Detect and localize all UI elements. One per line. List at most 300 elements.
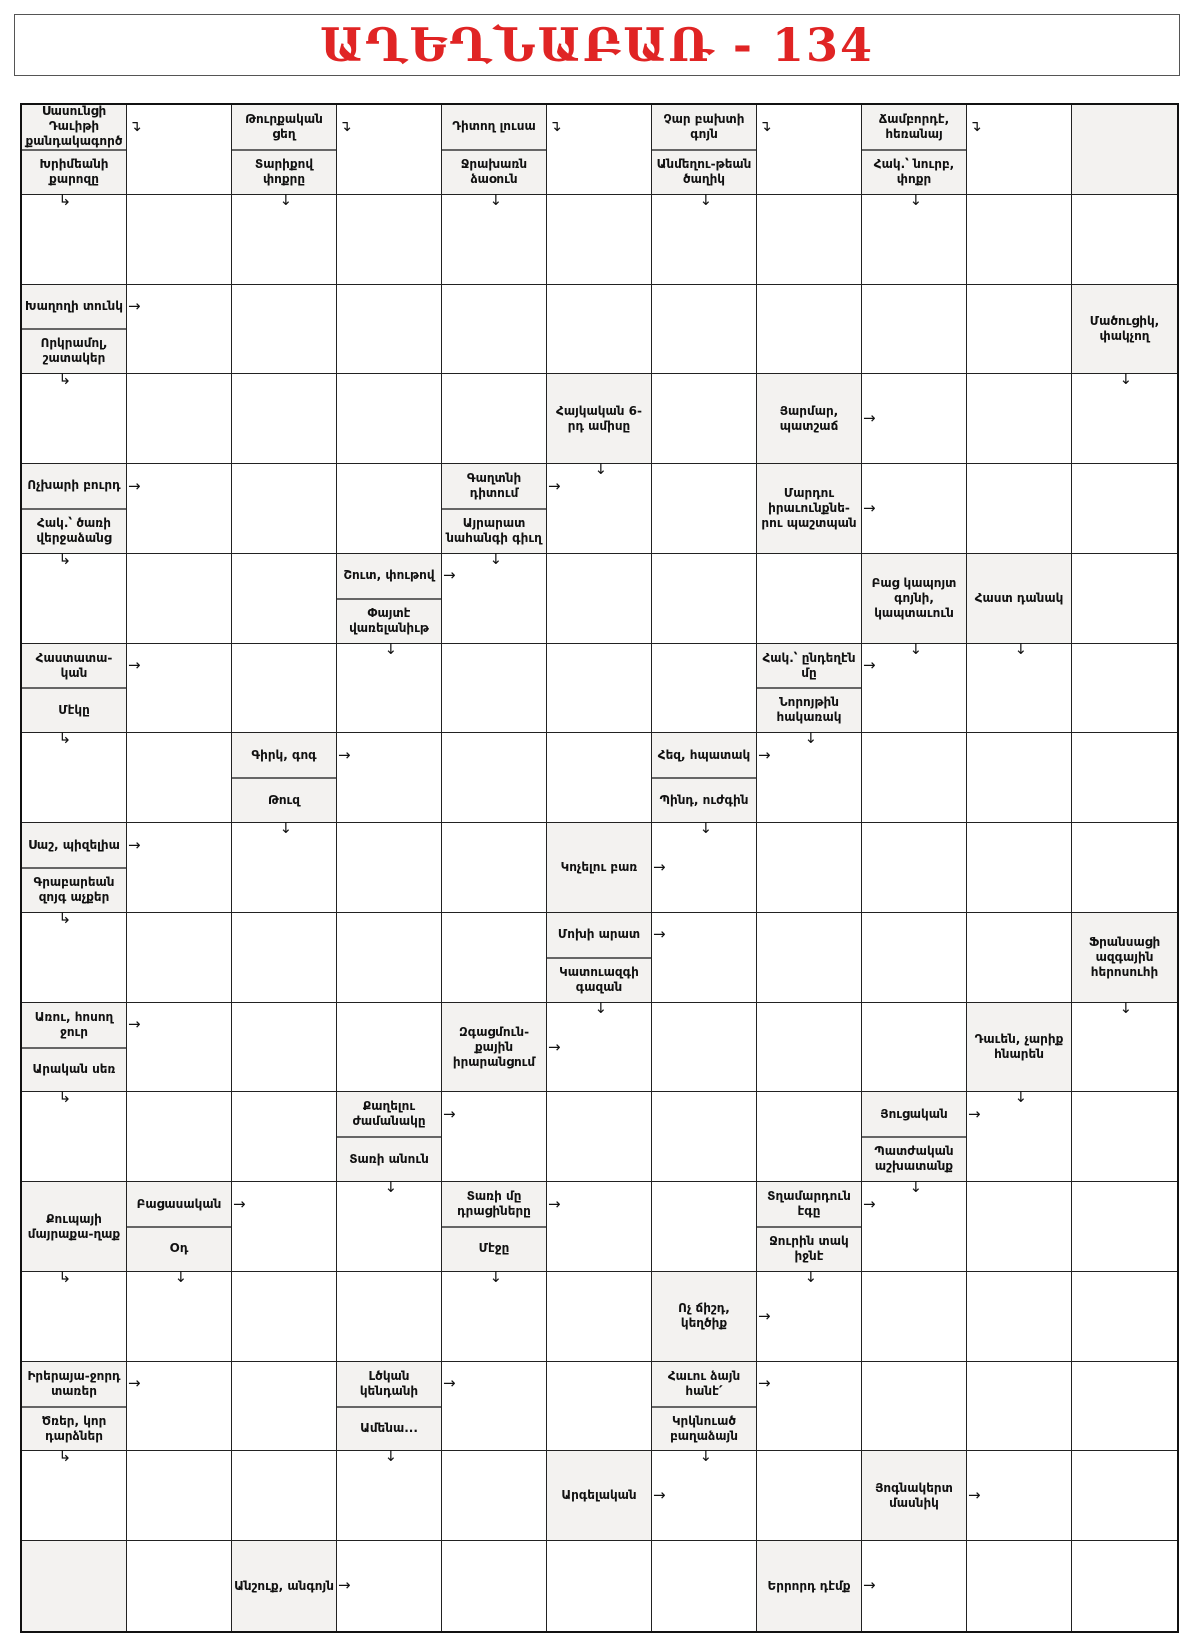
clue-text: Խաղողի տունկ <box>25 298 123 313</box>
answer-cell[interactable] <box>127 105 232 195</box>
answer-cell[interactable] <box>967 285 1072 375</box>
answer-cell[interactable] <box>757 195 862 285</box>
direction-arrow-icon: → <box>653 858 666 876</box>
clue-top <box>22 105 126 151</box>
answer-cell[interactable] <box>337 913 442 1003</box>
clue-text: Խրիմեանի քարոզը <box>39 156 109 186</box>
clue-top <box>337 1362 441 1408</box>
clue-text: Յուցական <box>880 1106 948 1121</box>
answer-cell[interactable] <box>22 729 127 823</box>
answer-cell[interactable] <box>442 644 547 734</box>
answer-cell[interactable] <box>127 913 232 1003</box>
answer-cell[interactable] <box>127 1541 232 1631</box>
answer-cell[interactable] <box>967 1182 1072 1272</box>
answer-cell[interactable] <box>547 1092 652 1182</box>
answer-cell[interactable] <box>1072 1362 1177 1452</box>
clue-cell <box>862 554 967 644</box>
direction-arrow-icon: ↓ <box>699 190 713 209</box>
answer-cell[interactable] <box>967 1362 1072 1452</box>
answer-cell[interactable] <box>232 1362 337 1452</box>
clue-text: Ճամբորդէ, հեռանայ <box>878 111 950 141</box>
direction-arrow-icon: → <box>338 745 351 764</box>
answer-cell[interactable] <box>757 554 862 644</box>
title-box <box>14 14 1180 76</box>
answer-cell[interactable] <box>652 1003 757 1093</box>
direction-arrow-icon: ↴ <box>549 117 562 136</box>
direction-arrow-icon: ↓ <box>594 460 608 479</box>
answer-cell[interactable] <box>127 823 232 913</box>
answer-cell[interactable] <box>1072 1092 1177 1182</box>
direction-arrow-icon: → <box>758 1306 771 1325</box>
answer-cell[interactable] <box>652 644 757 734</box>
clue-text: Ոչխարի բուրդ <box>27 478 121 493</box>
direction-arrow-icon: → <box>863 409 876 428</box>
clue-text: Պատժական աշխատանք <box>874 1144 954 1174</box>
clue-cell <box>22 1362 127 1452</box>
answer-cell[interactable] <box>862 1541 967 1631</box>
clue-text: Շուտ, փութով <box>343 568 435 583</box>
answer-cell[interactable] <box>547 1182 652 1272</box>
clue-cell <box>757 644 862 734</box>
clue-bottom <box>442 509 546 553</box>
answer-cell[interactable] <box>967 733 1072 823</box>
clue-top <box>442 1182 546 1228</box>
direction-arrow-icon: → <box>128 476 141 495</box>
answer-cell[interactable] <box>547 554 652 644</box>
answer-cell[interactable] <box>337 374 442 464</box>
answer-cell[interactable] <box>967 195 1072 285</box>
clue-top <box>652 733 756 779</box>
direction-arrow-icon: → <box>128 1015 141 1034</box>
direction-arrow-icon: → <box>758 745 771 764</box>
clue-text: Թուզ <box>267 792 301 807</box>
answer-cell[interactable] <box>22 908 127 1003</box>
clue-text: Բացասական <box>136 1196 222 1211</box>
clue-text: Տառի մը դրացիները <box>457 1189 531 1219</box>
answer-cell[interactable] <box>967 823 1072 913</box>
direction-arrow-icon: ↳ <box>58 908 72 927</box>
clue-text: Կրկնուած բաղաձայն <box>670 1413 738 1443</box>
clue-bottom <box>337 1137 441 1181</box>
clue-bottom <box>652 778 756 822</box>
clue-bottom <box>442 1227 546 1271</box>
answer-cell[interactable] <box>232 1003 337 1093</box>
clue-top <box>232 733 336 779</box>
answer-cell[interactable] <box>232 1451 337 1541</box>
clue-bottom <box>652 150 756 194</box>
clue-text: Նորոյթին հակառակ <box>776 695 842 725</box>
clue-text: Ջուրին տակ իջնէ <box>769 1233 849 1263</box>
direction-arrow-icon: ↓ <box>909 190 923 209</box>
clue-cell <box>22 1003 127 1093</box>
blocked-cell <box>1072 105 1177 195</box>
clue-text: Ֆրանսացի ազգային հերոսուհի <box>1088 934 1161 979</box>
blocked-cell <box>22 1541 127 1631</box>
clue-text: Արական սեռ <box>32 1061 116 1076</box>
clue-top <box>652 105 756 151</box>
direction-arrow-icon: ↓ <box>384 1178 398 1197</box>
clue-cell <box>337 1362 442 1452</box>
answer-cell[interactable] <box>127 1003 232 1093</box>
clue-cell <box>22 1182 127 1272</box>
clue-cell <box>1072 913 1177 1003</box>
answer-cell[interactable] <box>442 1092 547 1182</box>
answer-cell[interactable] <box>547 1541 652 1631</box>
clue-text: Իրերայա-ջորդ տառեր <box>27 1368 121 1398</box>
answer-cell[interactable] <box>652 464 757 554</box>
clue-text: Պինդ, ուժգին <box>659 792 749 807</box>
clue-bottom <box>442 150 546 194</box>
clue-text: Հաւու ձայն հանէ՛ <box>667 1368 741 1398</box>
answer-cell[interactable] <box>652 1182 757 1272</box>
direction-arrow-icon: → <box>128 1374 141 1393</box>
clue-text: Սաշ, պիզելիա <box>28 837 120 852</box>
answer-cell[interactable] <box>862 464 967 554</box>
clue-cell <box>22 105 127 195</box>
answer-cell[interactable] <box>232 1092 337 1182</box>
clue-cell <box>22 464 127 554</box>
answer-cell[interactable] <box>442 374 547 464</box>
direction-arrow-icon: ↓ <box>384 639 398 658</box>
clue-top <box>22 644 126 690</box>
clue-text: Հակ.՝ ընդեղէն մը <box>762 650 856 680</box>
answer-cell[interactable] <box>337 464 442 554</box>
clue-text: Մէջը <box>478 1241 510 1256</box>
answer-cell[interactable] <box>862 913 967 1003</box>
direction-arrow-icon: ↳ <box>58 370 72 389</box>
answer-cell[interactable] <box>862 1272 967 1362</box>
clue-text: Հաստ դանակ <box>974 590 1064 605</box>
clue-text: Գիրկ, գոգ <box>251 747 317 762</box>
answer-cell[interactable] <box>862 374 967 464</box>
answer-cell[interactable] <box>1072 1541 1177 1631</box>
direction-arrow-icon: → <box>128 656 141 675</box>
clue-text: Հեզ, հպատակ <box>657 747 751 762</box>
clue-text: Դաւեն, չարիք հնարեն <box>974 1032 1064 1062</box>
answer-cell[interactable] <box>652 913 757 1003</box>
clue-top <box>442 464 546 510</box>
clue-cell <box>22 823 127 913</box>
answer-cell[interactable] <box>127 1362 232 1452</box>
clue-bottom <box>547 958 651 1002</box>
clue-bottom <box>22 329 126 373</box>
answer-cell[interactable] <box>232 554 337 644</box>
clue-top <box>22 464 126 510</box>
clue-text: Քուպայի մայրաքա-ղաք <box>27 1211 121 1241</box>
direction-arrow-icon: → <box>443 566 456 585</box>
direction-arrow-icon: → <box>443 1374 456 1393</box>
clue-top <box>547 913 651 959</box>
answer-cell[interactable] <box>547 1362 652 1452</box>
clue-cell <box>967 1003 1072 1093</box>
clue-bottom <box>757 1227 861 1271</box>
clue-text: Հայկական 6-րդ ամիսը <box>556 403 642 433</box>
answer-cell[interactable] <box>757 105 862 195</box>
clue-text: Ծռեր, կոր դարձներ <box>41 1413 107 1443</box>
clue-text: Որկրամոլ, շատակեր <box>40 336 108 366</box>
answer-cell[interactable] <box>337 1003 442 1093</box>
clue-text: Յարմար, պատշաճ <box>779 403 839 433</box>
clue-text: Յոգնակերտ մասնիկ <box>875 1480 953 1510</box>
clue-cell <box>442 105 547 195</box>
answer-cell[interactable] <box>337 1272 442 1362</box>
clue-text: Մարդու իրաւունքնե-րու պաշտպան <box>761 485 857 530</box>
answer-cell[interactable] <box>127 644 232 734</box>
answer-cell[interactable] <box>337 195 442 285</box>
clue-top <box>22 285 126 331</box>
clue-cell <box>967 554 1072 644</box>
direction-arrow-icon: ↴ <box>759 117 772 136</box>
clue-cell <box>442 1003 547 1093</box>
answer-cell[interactable] <box>862 285 967 375</box>
answer-cell[interactable] <box>757 1451 862 1541</box>
answer-cell[interactable] <box>127 374 232 464</box>
clue-bottom <box>22 868 126 912</box>
clue-cell <box>442 1182 547 1272</box>
clue-text: Փայտէ վառելանիւթ <box>349 605 429 635</box>
answer-cell[interactable] <box>757 1003 862 1093</box>
answer-cell[interactable] <box>862 1362 967 1452</box>
answer-cell[interactable] <box>967 1451 1072 1541</box>
direction-arrow-icon: → <box>758 1374 771 1393</box>
clue-cell <box>442 464 547 554</box>
answer-cell[interactable] <box>652 374 757 464</box>
clue-cell <box>232 733 337 823</box>
answer-cell[interactable] <box>442 913 547 1003</box>
direction-arrow-icon: ↓ <box>699 1447 713 1466</box>
clue-cell <box>862 105 967 195</box>
answer-cell[interactable] <box>1072 733 1177 823</box>
clue-top <box>22 1003 126 1049</box>
clue-text: Կատուազգի գազան <box>559 964 639 994</box>
clue-text: Չար բախտի գոյն <box>663 111 745 141</box>
direction-arrow-icon: ↓ <box>279 819 293 838</box>
answer-cell[interactable] <box>22 370 127 464</box>
answer-cell[interactable] <box>547 105 652 195</box>
clue-text: Զգացմուն-քային իրարանցում <box>452 1024 536 1069</box>
answer-cell[interactable] <box>442 1541 547 1631</box>
answer-cell[interactable] <box>127 464 232 554</box>
clue-top <box>862 105 966 151</box>
clue-text: Անշուք, անգոյն <box>234 1578 334 1593</box>
clue-text: Կոչելու բառ <box>560 859 638 874</box>
clue-cell <box>337 1092 442 1182</box>
answer-cell[interactable] <box>232 1272 337 1362</box>
clue-top <box>22 823 126 869</box>
clue-cell <box>757 464 862 554</box>
answer-cell[interactable] <box>442 1362 547 1452</box>
answer-cell[interactable] <box>967 1272 1072 1362</box>
clue-top <box>757 644 861 690</box>
answer-cell[interactable] <box>967 1541 1072 1631</box>
answer-cell[interactable] <box>127 733 232 823</box>
clue-text: Առու, հոսող ջուր <box>34 1009 114 1039</box>
direction-arrow-icon: → <box>548 1194 561 1213</box>
answer-cell[interactable] <box>22 1088 127 1182</box>
answer-cell[interactable] <box>337 1541 442 1631</box>
clue-bottom <box>22 1407 126 1451</box>
direction-arrow-icon: → <box>863 1576 876 1595</box>
answer-cell[interactable] <box>22 1267 127 1362</box>
answer-cell[interactable] <box>22 549 127 644</box>
clue-text: Հակ.՝ ծառի վերջաձանց <box>36 515 112 545</box>
answer-cell[interactable] <box>1072 823 1177 913</box>
answer-cell[interactable] <box>967 105 1072 195</box>
direction-arrow-icon: → <box>128 296 141 315</box>
answer-cell[interactable] <box>967 464 1072 554</box>
clue-cell <box>652 105 757 195</box>
direction-arrow-icon: ↴ <box>129 117 142 136</box>
direction-arrow-icon: ↳ <box>58 1088 72 1107</box>
answer-cell[interactable] <box>337 733 442 823</box>
answer-cell[interactable] <box>757 1362 862 1452</box>
answer-cell[interactable] <box>757 285 862 375</box>
answer-cell[interactable] <box>757 913 862 1003</box>
answer-cell[interactable] <box>337 285 442 375</box>
answer-cell[interactable] <box>442 733 547 823</box>
clue-cell <box>22 644 127 734</box>
answer-cell[interactable] <box>127 1451 232 1541</box>
clue-cell <box>652 733 757 823</box>
answer-cell[interactable] <box>232 913 337 1003</box>
answer-cell[interactable] <box>1072 644 1177 734</box>
clue-top <box>232 105 336 151</box>
answer-cell[interactable] <box>547 285 652 375</box>
clue-bottom <box>652 1407 756 1451</box>
direction-arrow-icon: ↓ <box>594 998 608 1017</box>
answer-cell[interactable] <box>337 105 442 195</box>
direction-arrow-icon: ↓ <box>174 1267 188 1286</box>
answer-cell[interactable] <box>337 823 442 913</box>
answer-cell[interactable] <box>1072 195 1177 285</box>
clue-bottom <box>22 509 126 553</box>
answer-cell[interactable] <box>232 644 337 734</box>
answer-cell[interactable] <box>862 1003 967 1093</box>
direction-arrow-icon: → <box>968 1104 981 1123</box>
clue-cell <box>1072 285 1177 375</box>
answer-cell[interactable] <box>127 554 232 644</box>
direction-arrow-icon: ↳ <box>58 190 72 209</box>
clue-text: Այրարատ նահանգի գիւղ <box>446 515 542 545</box>
clue-cell <box>862 1092 967 1182</box>
direction-arrow-icon: → <box>233 1194 246 1213</box>
direction-arrow-icon: ↓ <box>279 190 293 209</box>
direction-arrow-icon: ↓ <box>909 639 923 658</box>
crossword-grid <box>20 103 1179 1633</box>
direction-arrow-icon: → <box>443 1104 456 1123</box>
direction-arrow-icon: → <box>863 498 876 517</box>
clue-cell <box>652 1272 757 1362</box>
answer-cell[interactable] <box>547 733 652 823</box>
clue-top <box>22 1362 126 1408</box>
answer-cell[interactable] <box>22 190 127 285</box>
clue-cell <box>652 1362 757 1452</box>
clue-text: Տառի անուն <box>349 1151 429 1166</box>
answer-cell[interactable] <box>442 1451 547 1541</box>
direction-arrow-icon: ↓ <box>699 819 713 838</box>
answer-cell[interactable] <box>1072 464 1177 554</box>
clue-text: Մոխի արատ <box>557 927 641 942</box>
clue-bottom <box>862 1137 966 1181</box>
answer-cell[interactable] <box>442 285 547 375</box>
answer-cell[interactable] <box>127 1092 232 1182</box>
answer-cell[interactable] <box>1072 1451 1177 1541</box>
answer-cell[interactable] <box>652 554 757 644</box>
direction-arrow-icon: ↳ <box>58 729 72 748</box>
clue-cell <box>232 105 337 195</box>
direction-arrow-icon: → <box>548 476 561 495</box>
answer-cell[interactable] <box>442 823 547 913</box>
clue-cell <box>337 554 442 644</box>
answer-cell[interactable] <box>757 823 862 913</box>
answer-cell[interactable] <box>652 1092 757 1182</box>
clue-text: Մէկը <box>58 702 90 717</box>
answer-cell[interactable] <box>757 1092 862 1182</box>
clue-bottom <box>232 778 336 822</box>
clue-cell <box>22 285 127 375</box>
answer-cell[interactable] <box>22 1447 127 1541</box>
answer-cell[interactable] <box>127 285 232 375</box>
direction-arrow-icon: ↴ <box>969 117 982 136</box>
answer-cell[interactable] <box>862 733 967 823</box>
clue-bottom <box>862 150 966 194</box>
answer-cell[interactable] <box>967 374 1072 464</box>
clue-text: Հաստատա-կան <box>35 650 113 680</box>
clue-text: Ամենա... <box>360 1421 418 1436</box>
answer-cell[interactable] <box>232 374 337 464</box>
clue-text: Գրաբարեան զոյգ աչքեր <box>33 874 115 904</box>
answer-cell[interactable] <box>862 823 967 913</box>
answer-cell[interactable] <box>1072 1182 1177 1272</box>
direction-arrow-icon: ↓ <box>1014 1088 1028 1107</box>
clue-text: Դիտող լուսա <box>452 119 536 134</box>
clue-bottom <box>337 1407 441 1451</box>
clue-bottom <box>22 688 126 732</box>
answer-cell[interactable] <box>232 464 337 554</box>
answer-cell[interactable] <box>232 285 337 375</box>
direction-arrow-icon: ↳ <box>58 1267 72 1286</box>
direction-arrow-icon: ↓ <box>804 729 818 748</box>
clue-text: Արգելական <box>561 1488 637 1503</box>
puzzle-title: ԱՂԵՂՆԱԲԱՌ - 134 <box>319 18 875 72</box>
answer-cell[interactable] <box>547 1272 652 1362</box>
answer-cell[interactable] <box>652 285 757 375</box>
answer-cell[interactable] <box>232 1182 337 1272</box>
answer-cell[interactable] <box>1072 1272 1177 1362</box>
clue-text: Քաղելու ժամանակը <box>352 1099 426 1129</box>
clue-text: Սասունցի Դաւիթի քանդակագործ <box>25 105 123 149</box>
answer-cell[interactable] <box>1072 554 1177 644</box>
direction-arrow-icon: ↓ <box>489 1267 503 1286</box>
clue-text: Գաղտնի դիտում <box>466 470 522 500</box>
direction-arrow-icon: → <box>338 1576 351 1595</box>
answer-cell[interactable] <box>547 195 652 285</box>
direction-arrow-icon: ↓ <box>909 1178 923 1197</box>
clue-text: Տարիքով փոքրը <box>254 156 314 186</box>
answer-cell[interactable] <box>652 1541 757 1631</box>
clue-top <box>337 1092 441 1138</box>
direction-arrow-icon: ↓ <box>804 1267 818 1286</box>
answer-cell[interactable] <box>967 913 1072 1003</box>
answer-cell[interactable] <box>127 195 232 285</box>
direction-arrow-icon: → <box>548 1037 561 1056</box>
clue-text: Ջրախառն ձաօուն <box>460 156 528 186</box>
answer-cell[interactable] <box>547 644 652 734</box>
clue-text: Տղամարդուն էգը <box>767 1189 851 1219</box>
clue-text: Լծկան կենդանի <box>359 1368 419 1398</box>
clue-cell <box>757 1182 862 1272</box>
direction-arrow-icon: ↴ <box>339 117 352 136</box>
